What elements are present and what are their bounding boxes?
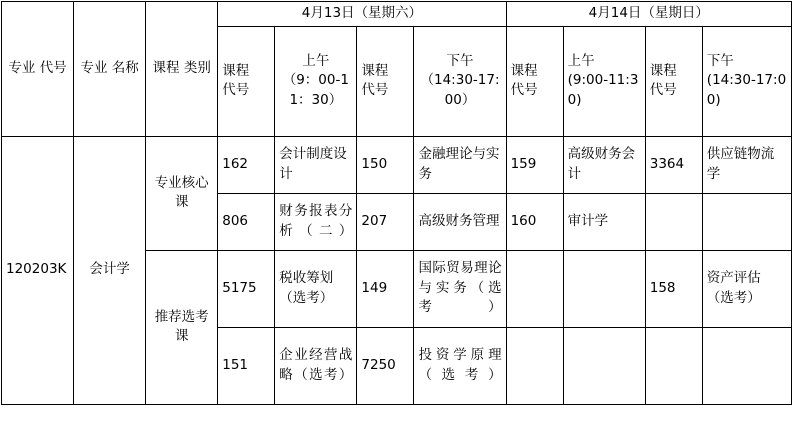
header-course-category: 课程 类别: [146, 2, 218, 137]
table-row: [2, 136, 792, 193]
cell-day2-course-am: [563, 327, 645, 404]
header-day2-afternoon: 下午 (14:30-17:00): [702, 26, 791, 136]
major-code-value: 120203K: [2, 136, 74, 404]
major-name-value: 会计学: [74, 136, 146, 404]
cell-day1-course-am: 财务报表分析（二）: [275, 193, 357, 250]
exam-schedule-table: [1, 1, 792, 405]
cell-day1-code-am: 806: [218, 193, 275, 250]
category-elective: 推荐选考课: [146, 250, 218, 404]
header-day1-course-code-pm: 课程 代号: [357, 26, 414, 136]
cell-day2-code-pm: [645, 193, 702, 250]
cell-day1-code-am: 162: [218, 136, 275, 193]
header-day-1: 4月13日（星期六）: [218, 2, 506, 27]
cell-day2-code-pm: [645, 327, 702, 404]
cell-day1-course-pm: 国际贸易理论与实务（选考）: [414, 250, 506, 327]
cell-day1-course-am: 会计制度设计: [275, 136, 357, 193]
header-major-code: 专业 代号: [2, 2, 74, 137]
header-major-name: 专业 名称: [74, 2, 146, 137]
cell-day2-course-pm: 资产评估（选考）: [702, 250, 791, 327]
cell-day1-course-pm: 金融理论与实务: [414, 136, 506, 193]
cell-day2-code-am: 159: [506, 136, 563, 193]
cell-day2-code-am: [506, 327, 563, 404]
header-day2-course-code-pm: 课程 代号: [645, 26, 702, 136]
cell-day1-course-am: 税收筹划（选考）: [275, 250, 357, 327]
header-day-2: 4月14日（星期日）: [506, 2, 791, 27]
cell-day2-code-am: 160: [506, 193, 563, 250]
table-header-row-1: [2, 2, 792, 27]
cell-day2-course-am: 高级财务会计: [563, 136, 645, 193]
cell-day1-code-pm: 150: [357, 136, 414, 193]
header-day2-morning: 上午 (9:00-11:30): [563, 26, 645, 136]
category-core: 专业核心课: [146, 136, 218, 250]
header-day2-course-code-am: 课程 代号: [506, 26, 563, 136]
cell-day1-code-pm: 7250: [357, 327, 414, 404]
cell-day1-course-pm: 高级财务管理: [414, 193, 506, 250]
cell-day2-course-am: 审计学: [563, 193, 645, 250]
cell-day2-course-am: [563, 250, 645, 327]
cell-day1-course-am: 企业经营战略（选考）: [275, 327, 357, 404]
cell-day1-course-pm: 投资学原理（选考）: [414, 327, 506, 404]
cell-day2-course-pm: [702, 327, 791, 404]
cell-day1-code-pm: 207: [357, 193, 414, 250]
cell-day2-course-pm: [702, 193, 791, 250]
cell-day1-code-am: 151: [218, 327, 275, 404]
cell-day2-code-pm: 158: [645, 250, 702, 327]
cell-day2-code-am: [506, 250, 563, 327]
header-day1-morning: 上午 （9：00-11：30）: [275, 26, 357, 136]
cell-day2-code-pm: 3364: [645, 136, 702, 193]
cell-day1-code-pm: 149: [357, 250, 414, 327]
cell-day2-course-pm: 供应链物流学: [702, 136, 791, 193]
header-day1-afternoon: 下午 （14:30-17:00）: [414, 26, 506, 136]
cell-day1-code-am: 5175: [218, 250, 275, 327]
header-day1-course-code-am: 课程 代号: [218, 26, 275, 136]
